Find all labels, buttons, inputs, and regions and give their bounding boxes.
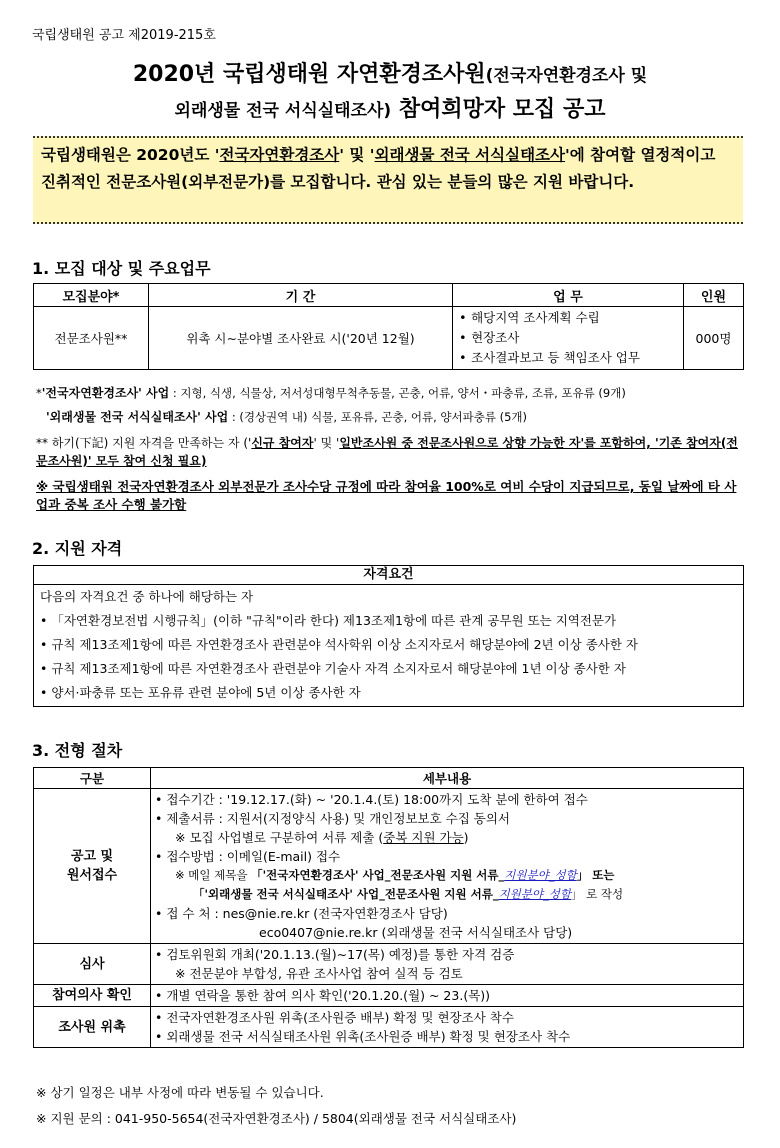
detail-line: • 접 수 처 : nes@nie.re.kr (전국자연환경조사 담당) xyxy=(155,906,448,921)
procedure-detail-confirm xyxy=(151,985,744,1007)
qualification-item: • 「자연환경보전법 시행규칙」(이하 "규칙"이라 한다) 제13조제1항에 따른 관계 공무원 또는 지역전문가 xyxy=(40,613,617,628)
duty-item: • 해당지역 조사계획 수립 xyxy=(471,308,679,328)
intro-underline-2: 외래생물 전국 서식실태조사 xyxy=(374,146,566,164)
detail-text: ) xyxy=(463,830,469,845)
title-line1-small: (전국자연환경조사 및 xyxy=(485,66,648,86)
note-elig-prefix: ** 하기(下記) 지원 자격을 만족하는 자 (' xyxy=(36,436,252,450)
recruit-field-cell: 전문조사원** xyxy=(34,307,149,370)
detail-italic: 지원분야_성함 xyxy=(504,868,577,882)
note-nes-text: : 지형, 식생, 식물상, 저서성대형무척추동물, 곤충, 어류, 양서・파충류, 조류, 포유류 (9개) xyxy=(169,386,626,400)
recruit-header-count: 인원 xyxy=(683,284,743,307)
procedure-label-confirm: 참여의사 확인 xyxy=(34,985,151,1007)
section1-heading: 1. 모집 대상 및 주요업무 xyxy=(32,259,211,278)
detail-line: • 검토위원회 개최('20.1.13.(월)∼17(목) 예정)를 통한 자격 검증 xyxy=(155,947,515,962)
detail-line: • 외래생물 전국 서식실태조사원 위촉(조사원증 배부) 확정 및 현장조사 착수 xyxy=(155,1029,571,1044)
procedure-header-detail: 세부내용 xyxy=(151,768,744,789)
procedure-header-category: 구분 xyxy=(34,768,151,789)
qualification-item-text: 「자연환경보전법 시행규칙」(이하 "규칙"이라 한다) 제13조제1항에 따른 관계 공무원 또는 지역전문가 xyxy=(51,613,617,628)
qualification-item-text: 규칙 제13조제1항에 따른 자연환경조사 관련분야 기술사 자격 소지자로서 해당분야에 1년 이상 종사한 자 xyxy=(51,661,626,676)
detail-text: ※ 모집 사업별로 구분하여 서류 제출 ( xyxy=(175,830,384,845)
recruit-count-cell: 000명 xyxy=(683,307,743,370)
detail-line: eco0407@nie.re.kr (외래생물 전국 서식실태조사 담당) xyxy=(259,925,573,940)
section3-heading: 3. 전형 절차 xyxy=(32,741,123,760)
detail-text: ※ 메일 제목을 xyxy=(175,868,252,882)
note-elig-mid: ' 및 ' xyxy=(313,436,340,450)
note-alien xyxy=(46,408,527,426)
note-elig-new: 신규 참여자 xyxy=(251,436,314,450)
note-alien-text: : (경상권역 내) 식물, 포유류, 곤충, 어류, 양서파충류 (5개) xyxy=(228,410,528,424)
detail-line: • 제출서류 : 지원서(지정양식 사용) 및 개인정보보호 수집 동의서 xyxy=(155,811,511,826)
procedure-label-appoint: 조사원 위촉 xyxy=(34,1007,151,1048)
recruit-duty-cell xyxy=(453,307,684,370)
procedure-detail-appoint xyxy=(151,1007,744,1048)
intro-text-1: 국립생태원은 2020년도 ' xyxy=(41,146,220,164)
section2-heading: 2. 지원 자격 xyxy=(32,539,123,558)
duty-item: • 현장조사 xyxy=(471,328,679,348)
qualification-item-text: 양서·파충류 또는 포유류 관련 분야에 5년 이상 종사한 자 xyxy=(51,685,361,700)
note-elig-upgrade: 일반조사원 중 전문조사원으로 상향 가능한 자 xyxy=(339,436,581,450)
intro-box xyxy=(33,136,743,224)
detail-line: • 접수방법 : 이메일(E-mail) 접수 xyxy=(155,849,341,864)
procedure-label-review: 심사 xyxy=(34,944,151,985)
detail-text: 」 또는 xyxy=(576,868,615,882)
note-alien-title: '외래생물 전국 서식실태조사' 사업 xyxy=(46,410,229,424)
detail-text: 」 로 작성 xyxy=(570,887,624,901)
footer-schedule-note: ※ 상기 일정은 내부 사정에 따라 변동될 수 있습니다. xyxy=(36,1085,324,1100)
notice-number: 국립생태원 공고 제2019-215호 xyxy=(32,28,216,43)
note-elig-existing: 기존 참여자(전문조사원) xyxy=(36,436,738,468)
recruit-period-cell: 위촉 시∼분야별 조사완료 시('20년 12월) xyxy=(148,307,452,370)
qualification-item-text: 규칙 제13조제1항에 따른 자연환경조사 관련분야 석사학위 이상 소지자로서 해당분야에 2년 이상 종사한 자 xyxy=(51,637,639,652)
detail-italic: 지원분야_성함 xyxy=(498,887,571,901)
qualification-lead: 다음의 자격요건 중 하나에 해당하는 자 xyxy=(40,589,254,604)
qualification-item: • 규칙 제13조제1항에 따른 자연환경조사 관련분야 기술사 자격 소지자로서 해당분야에 1년 이상 종사한 자 xyxy=(40,661,626,676)
page-title xyxy=(30,58,750,128)
footer-contact-note: ※ 지원 문의 : 041-950-5654(전국자연환경조사) / 5804(외래생물 전국 서식실태조사) xyxy=(36,1111,517,1126)
qualification-item: • 양서·파충류 또는 포유류 관련 분야에 5년 이상 종사한 자 xyxy=(40,685,361,700)
note-eligibility xyxy=(36,434,742,470)
warning-note: ※ 국립생태원 전국자연환경조사 외부전문가 조사수당 규정에 따라 참여율 100%로 여비 수당이 지급되므로, 동일 날짜에 타 사업과 중복 조사 수행 불가함 xyxy=(36,479,737,512)
procedure-detail-review xyxy=(151,944,744,985)
note-elig-end: ' 모두 참여 신청 필요) xyxy=(87,454,207,468)
recruit-header-duty: 업 무 xyxy=(453,284,684,307)
detail-line xyxy=(155,828,739,847)
detail-line: • 접수기간 : '19.12.17.(화) ~ '20.1.4.(토) 18:00까지 도착 분에 한하여 접수 xyxy=(155,792,588,807)
note-asterisk: * xyxy=(36,386,42,400)
qualification-box xyxy=(33,565,744,707)
detail-underline: 중복 지원 가능 xyxy=(383,830,464,845)
detail-line xyxy=(155,885,739,904)
title-line1-main: 2020년 국립생태원 자연환경조사원 xyxy=(132,62,486,87)
recruit-table xyxy=(33,283,744,370)
title-line2-main: 참여희망자 모집 공고 xyxy=(391,97,606,122)
duty-item: • 조사결과보고 등 책임조사 업무 xyxy=(471,348,679,368)
intro-text-3: '에 참여할 열정적이고 진취적인 전문조사원(외부전문가)를 모집합니다. 관심 있는 분들의 많은 지원 바랍니다. xyxy=(41,146,716,191)
note-nes-title: '전국자연환경조사' 사업 xyxy=(41,386,170,400)
detail-bold: 「'외래생물 전국 서식실태조사' 사업_전문조사원 지원 서류_ xyxy=(193,887,499,901)
qualification-item: • 규칙 제13조제1항에 따른 자연환경조사 관련분야 석사학위 이상 소지자로서 해당분야에 2년 이상 종사한 자 xyxy=(40,637,639,652)
intro-text-2: ' 및 ' xyxy=(339,146,375,164)
recruit-header-field: 모집분야* xyxy=(34,284,149,307)
procedure-table xyxy=(33,767,744,1048)
procedure-label-apply: 공고 및 원서접수 xyxy=(34,789,151,944)
title-line2-small: 외래생물 전국 서식실태조사) xyxy=(174,101,392,121)
note-elig-mid2: '를 포함하여, ' xyxy=(580,436,659,450)
note-nes xyxy=(36,384,626,402)
detail-line: ※ 전문분야 부합성, 유관 조사사업 참여 실적 등 검토 xyxy=(175,966,463,981)
detail-line: • 개별 연락을 통한 참여 의사 확인('20.1.20.(월) ~ 23.(목)) xyxy=(155,988,491,1003)
procedure-detail-apply xyxy=(151,789,744,944)
detail-line xyxy=(155,866,739,885)
qualification-header: 자격요건 xyxy=(34,566,743,585)
recruit-header-period: 기 간 xyxy=(148,284,452,307)
detail-bold: 「'전국자연환경조사' 사업_전문조사원 지원 서류_ xyxy=(251,868,505,882)
detail-line: • 전국자연환경조사원 위촉(조사원증 배부) 확정 및 현장조사 착수 xyxy=(155,1010,514,1025)
intro-underline-1: 전국자연환경조사 xyxy=(219,146,340,164)
